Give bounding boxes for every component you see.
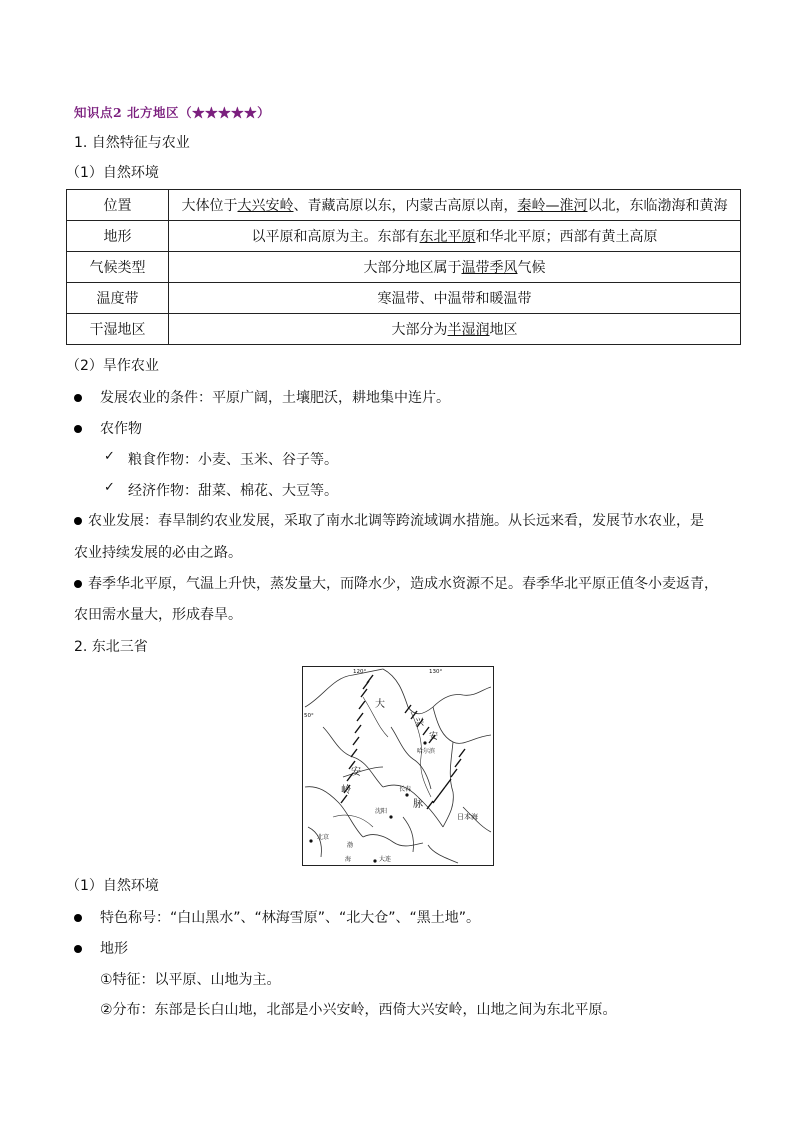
table-row xyxy=(67,252,741,283)
terrain-feature: ①特征：以平原、山地为主。 xyxy=(100,972,281,988)
bullet-dot xyxy=(74,914,82,922)
section2-title: 2. 东北三省 xyxy=(74,639,148,655)
lon-130-label: 130° xyxy=(429,669,443,675)
sea-label: 日本海 xyxy=(457,813,478,821)
beijing-label: 北京 xyxy=(317,834,330,841)
shenyang-label: 沈阳 xyxy=(375,808,388,815)
terrain-distribution: ②分布：东部是长白山地，北部是小兴安岭，西倚大兴安岭，山地之间为东北平原。 xyxy=(100,1002,617,1018)
table-key: 地形 xyxy=(67,221,169,252)
table-row xyxy=(67,314,741,345)
bo-label: 渤 xyxy=(347,842,354,849)
lat-50-label: 50° xyxy=(304,713,314,719)
table-value: 大部分地区属于温带季风气候 xyxy=(169,252,741,283)
bullet-nicknames: 特色称号：“白山黑水”、“林海雪原”、“北大仓”、“黑土地”。 xyxy=(100,910,481,926)
bullet-spring-line2: 农田需水量大，形成春旱。 xyxy=(74,607,242,623)
environment-table xyxy=(66,189,741,345)
lon-120-label: 120° xyxy=(353,669,367,675)
check-icon: ✓ xyxy=(104,480,115,495)
table-row xyxy=(67,283,741,314)
harbin-label: 哈尔滨 xyxy=(417,748,436,755)
table-key: 气候类型 xyxy=(67,252,169,283)
table-value: 大部分为半湿润地区 xyxy=(169,314,741,345)
section2-sub1: （1）自然环境 xyxy=(66,878,159,894)
section1-sub2: （2）旱作农业 xyxy=(66,358,159,374)
map-drawing xyxy=(303,667,493,865)
mai-label: 脉 xyxy=(413,799,423,810)
range-da-label: 大 xyxy=(375,699,385,710)
table-key: 干湿地区 xyxy=(67,314,169,345)
table-value: 以平原和高原为主。东部有东北平原和华北平原；西部有黄土高原 xyxy=(169,221,741,252)
changchun-label: 长春 xyxy=(399,786,412,793)
bullet-spring-line1: 春季华北平原，气温上升快，蒸发量大，而降水少，造成水资源不足。春季华北平原正值冬小麦返青， xyxy=(88,576,718,592)
check-icon: ✓ xyxy=(104,449,115,464)
bullet-dot xyxy=(74,580,82,588)
dalian-label: 大连 xyxy=(379,856,392,863)
table-value: 寒温带、中温带和暖温带 xyxy=(169,283,741,314)
range-an-label: 安 xyxy=(351,767,361,778)
bullet-conditions: 发展农业的条件：平原广阔，土壤肥沃，耕地集中连片。 xyxy=(100,390,450,406)
range-xing-label: 兴 xyxy=(415,718,425,728)
heading-title: 知识点2 北方地区 xyxy=(74,105,180,120)
table-key: 温度带 xyxy=(67,283,169,314)
check-economic: 经济作物：甜菜、棉花、大豆等。 xyxy=(128,483,338,499)
bullet-dot xyxy=(74,517,82,525)
section-heading xyxy=(74,103,270,121)
bullet-dot xyxy=(74,425,82,433)
heading-stars: （★★★★★） xyxy=(179,105,271,120)
table-row xyxy=(67,190,741,221)
bullet-dot xyxy=(74,394,82,402)
section1-sub1: （1）自然环境 xyxy=(66,165,159,181)
hai-label: 海 xyxy=(345,856,352,863)
bullet-development-line2: 农业持续发展的必由之路。 xyxy=(74,545,242,561)
northeast-map xyxy=(302,666,494,866)
check-grain: 粮食作物：小麦、玉米、谷子等。 xyxy=(128,452,338,468)
range-xiaoan-label: 安 xyxy=(429,732,439,742)
table-row xyxy=(67,221,741,252)
table-key: 位置 xyxy=(67,190,169,221)
bullet-development-line1: 农业发展：春旱制约农业发展，采取了南水北调等跨流域调水措施。从长远来看，发展节水农业，是 xyxy=(88,513,704,529)
bullet-terrain: 地形 xyxy=(100,941,128,957)
table-value: 大体位于大兴安岭、青藏高原以东，内蒙古高原以南，秦岭—淮河以北，东临渤海和黄海 xyxy=(169,190,741,221)
bullet-dot xyxy=(74,945,82,953)
bullet-crops: 农作物 xyxy=(100,421,142,437)
range-ling-label: 岭 xyxy=(341,785,351,796)
section1-title: 1. 自然特征与农业 xyxy=(74,135,190,151)
